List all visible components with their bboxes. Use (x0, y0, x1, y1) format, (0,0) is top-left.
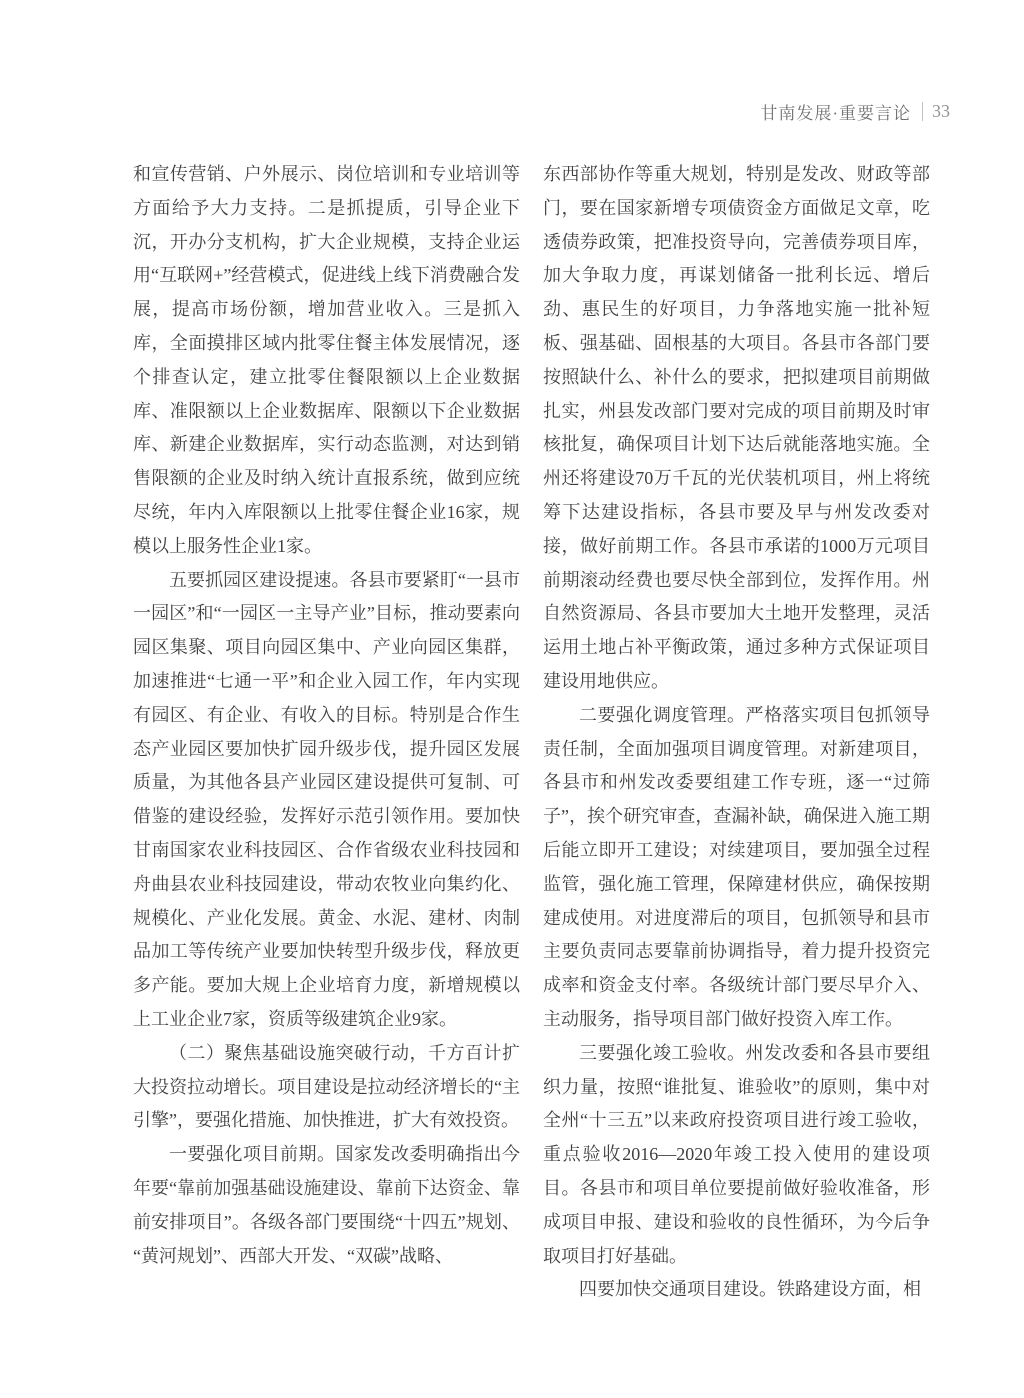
paragraph: 三要强化竣工验收。州发改委和各县市要组织力量，按照“谁批复、谁验收”的原则，集中对全州“十三五”以来政府投资项目进行竣工验收，重点验收2016—2020年竣工投入使用的建设项目。各县市和项目单位要提前做好验收准备，形成项目申报、建设和验收的良性循环，为今后争取项目打好基础。 (543, 1042, 930, 1266)
header-section-title: 甘南发展·重要言论 (760, 104, 911, 123)
paragraph: 四要加快交通项目建设。铁路建设方面，相 (579, 1279, 921, 1300)
paragraph-continuation: 和宣传营销、户外展示、岗位培训和专业培训等方面给予大力支持。二是抓提质，引导企业下沉，开办分支机构，扩大企业规模，支持企业运用“互联网+”经营模式，促进线上线下消费融合发展，提高市场份额，增加营业收入。三是抓入库，全面摸排区域内批零住餐主体发展情况，逐个排查认定，建立批零住餐限额以上企业数据库、准限额以上企业数据库、限额以下企业数据库、新建企业数据库，实行动态监测，对达到销售限额的企业及时纳入统计直报系统，做到应统尽统，年内入库限额以上批零住餐企业16家，规模以上服务性企业1家。 (133, 164, 520, 556)
article-body (133, 158, 930, 1307)
page-header (760, 99, 950, 124)
right-column (543, 158, 930, 1307)
paragraph: 二要强化调度管理。严格落实项目包抓领导责任制，全面加强项目调度管理。对新建项目，各县市和州发改委要组建工作专班，逐一“过筛子”，挨个研究审查，查漏补缺，确保进入施工期后能立即开工建设；对续建项目，要加强全过程监管，强化施工管理，保障建材供应，确保按期建成使用。对进度滞后的项目，包抓领导和县市主要负责同志要靠前协调指导，着力提升投资完成率和资金支付率。各级统计部门要尽早介入、主动服务，指导项目部门做好投资入库工作。 (543, 704, 930, 1029)
paragraph: 五要抓园区建设提速。各县市要紧盯“一县市一园区”和“一园区一主导产业”目标，推动要素向园区集聚、项目向园区集中、产业向园区集群，加速推进“七通一平”和企业入园工作，年内实现有园区、有企业、有收入的目标。特别是合作生态产业园区要加快扩园升级步伐，提升园区发展质量，为其他各县产业园区建设提供可复制、可借鉴的建设经验，发挥好示范引领作用。要加快甘南国家农业科技园区、合作省级农业科技园和舟曲县农业科技园建设，带动农牧业向集约化、规模化、产业化发展。黄金、水泥、建材、肉制品加工等传统产业要加快转型升级步伐，释放更多产能。要加大规上企业培育力度，新增规模以上工业企业7家，资质等级建筑企业9家。 (133, 569, 520, 1029)
header-divider (922, 102, 923, 121)
paragraph: （二）聚焦基础设施突破行动，千方百计扩大投资拉动增长。项目建设是拉动经济增长的“主引擎”，要强化措施、加快推进，扩大有效投资。 (133, 1042, 520, 1131)
paragraph: 一要强化项目前期。国家发改委明确指出今年要“靠前加强基础设施建设、靠前下达资金、靠前安排项目”。各级各部门要围绕“十四五”规划、“黄河规划”、西部大开发、“双碳”战略、 (133, 1144, 520, 1266)
left-column (133, 158, 520, 1307)
page-number: 33 (932, 101, 950, 121)
paragraph-continuation: 东西部协作等重大规划，特别是发改、财政等部门，要在国家新增专项债资金方面做足文章，吃透债券政策，把准投资导向，完善债券项目库，加大争取力度，再谋划储备一批利长远、增后劲、惠民生的好项目，力争落地实施一批补短板、强基础、固根基的大项目。各县市各部门要按照缺什么、补什么的要求，把拟建项目前期做扎实，州县发改部门要对完成的项目前期及时审核批复，确保项目计划下达后就能落地实施。全州还将建设70万千瓦的光伏装机项目，州上将统筹下达建设指标，各县市要及早与州发改委对接，做好前期工作。各县市承诺的1000万元项目前期滚动经费也要尽快全部到位，发挥作用。州自然资源局、各县市要加大土地开发整理，灵活运用土地占补平衡政策，通过多种方式保证项目建设用地供应。 (543, 164, 930, 691)
